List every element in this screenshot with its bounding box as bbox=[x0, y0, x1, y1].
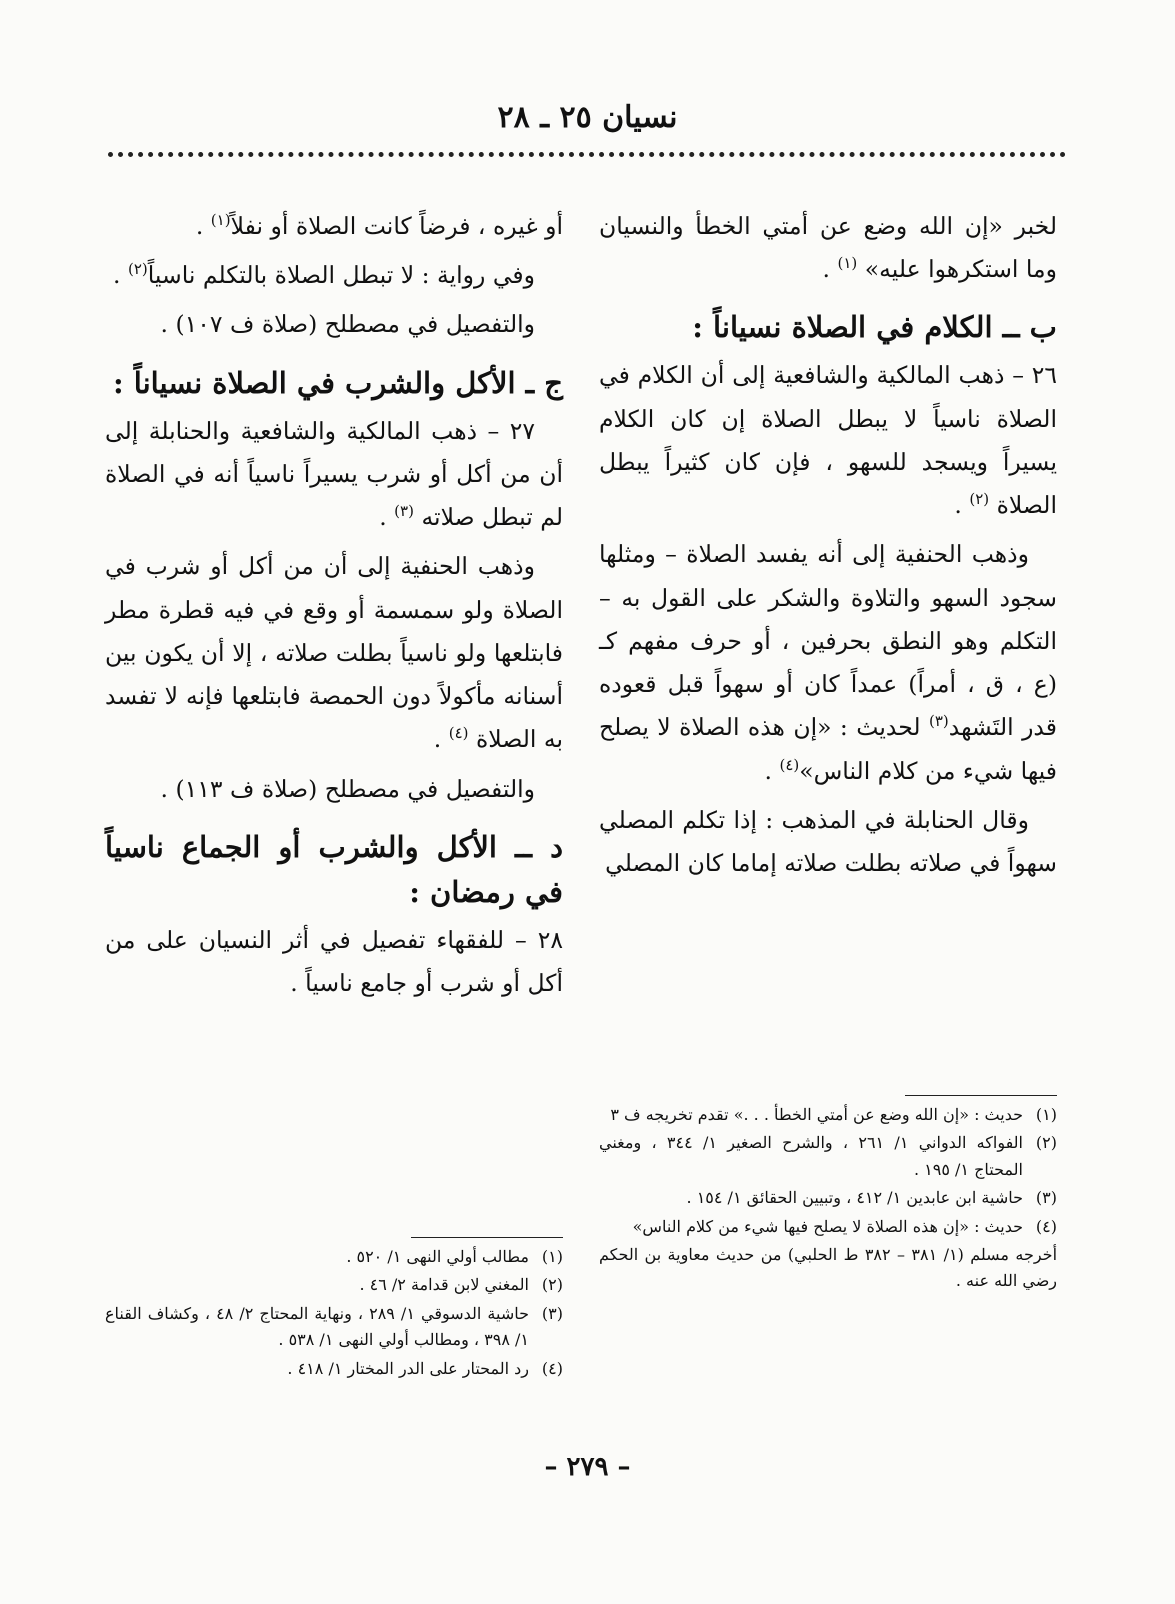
footnote: (٣)حاشية ابن عابدين ١/ ٤١٢ ، وتبيين الحقائق ١/ ١٥٤ . bbox=[686, 1188, 1057, 1208]
footnote-ref: (١) bbox=[210, 211, 231, 230]
paragraph: وفي رواية : لا تبطل الصلاة بالتكلم ناسياً$^{(٢)}$ . bbox=[113, 260, 535, 290]
paragraph: ٢٧ – ذهب المالكية والشافعية والحنابلة إلى أن من أكل أو شرب يسيراً ناسياً أنه في الصلاة لم تبطل صلاته $^{(٣)}$ . bbox=[105, 416, 563, 532]
paragraph: أو غيره ، فرضاً كانت الصلاة أو نفلاً$^{(١)}$ . bbox=[195, 211, 563, 240]
paragraph: ٢٦ – ذهب المالكية والشافعية إلى أن الكلام في الصلاة ناسياً لا يبطل الصلاة إن كان الكلام يسيراً ويسجد للسهو ، فإن كان كثيراً يبطل الصلاة $^{(٢)}$ . bbox=[599, 361, 1057, 520]
footnote-ref: (١) bbox=[837, 254, 858, 273]
footnote: (١)حديث : «إن الله وضع عن أمتي الخطأ . . .» تقدم تخريجه ف ٣ bbox=[610, 1105, 1057, 1124]
footnote: (٢)الفواكه الدواني ١/ ٢٦١ ، والشرح الصغير ١/ ٣٤٤ ، ومغني المحتاج ١/ ١٩٥ . bbox=[599, 1133, 1057, 1179]
footnote-ref: (٤) bbox=[448, 724, 469, 743]
footnote: (٢)المغني لابن قدامة ٢/ ٤٦ . bbox=[359, 1275, 563, 1295]
footnote-rule bbox=[905, 1095, 1057, 1096]
header-dotted-rule bbox=[108, 152, 1066, 157]
paragraph: وذهب الحنفية إلى أنه يفسد الصلاة – ومثلها سجود السهو والتلاوة والشكر على القول به – التكلم وهو النطق بحرفين ، أو حرف مفهم كـ (ع ، ق ، أمراً) عمداً كان أو سهواً قبل قعوده قدر التَشهد$^{(٣)}$ لحديث : «إن هذه الصلاة لا يصلح فيها شيء من كلام الناس»$^{(٤)}$ . bbox=[599, 540, 1057, 785]
footnote-ref: (٢) bbox=[127, 260, 148, 279]
footnote-ref: (٢) bbox=[969, 490, 990, 509]
footnote-rule bbox=[411, 1237, 563, 1238]
footnote: (١)مطالب أولي النهى ١/ ٥٢٠ . bbox=[346, 1247, 563, 1266]
left-column bbox=[105, 205, 563, 1011]
paragraph: وقال الحنابلة في المذهب : إذا تكلم المصلي سهواً في صلاته بطلت صلاته إماما كان المصلي bbox=[599, 805, 1057, 877]
right-column bbox=[599, 205, 1057, 891]
paragraph: ٢٨ – للفقهاء تفصيل في أثر النسيان على من أكل أو شرب أو جامع ناسياً . bbox=[105, 925, 563, 997]
left-footnotes bbox=[105, 1237, 563, 1384]
paragraph: وذهب الحنفية إلى أن من أكل أو شرب في الصلاة ولو سمسمة أو وقع في فيه قطرة مطر فابتلعها ولو ناسياً بطلت صلاته ، إلا أن يكون بين أسنانه مأكولاً دون الحمصة فابتلعها فإنه لا تفسد به الصلاة $^{(٤)}$ . bbox=[105, 552, 563, 754]
section-heading-d: د ــ الأكل والشرب أو الجماع ناسياً في رمضان : bbox=[105, 829, 563, 909]
footnote-ref: (٤) bbox=[779, 755, 800, 774]
paragraph: لخبر «إن الله وضع عن أمتي الخطأ والنسيان وما استكرهوا عليه» $^{(١)}$ . bbox=[599, 212, 1057, 284]
footnote-ref: (٣) bbox=[394, 502, 414, 521]
footnote-continuation: أخرجه مسلم (١/ ٣٨١ – ٣٨٢ ط الحلبي) من حديث معاوية بن الحكم رضي الله عنه . bbox=[599, 1244, 1058, 1291]
right-footnotes bbox=[599, 1095, 1057, 1297]
footnote: (٤)رد المحتار على الدر المختار ١/ ٤١٨ . bbox=[287, 1358, 563, 1378]
paragraph: والتفصيل في مصطلح (صلاة ف ١١٣) . bbox=[160, 774, 535, 803]
running-header: نسيان ٢٥ ـ ٢٨ bbox=[497, 100, 678, 135]
section-heading-c: ج ـ الأكل والشرب في الصلاة نسياناً : bbox=[112, 365, 563, 400]
footnote: (٣)حاشية الدسوقي ١/ ٢٨٩ ، ونهاية المحتاج ٢/ ٤٨ ، وكشاف القناع ١/ ٣٩٨ ، ومطالب أولي النهى ١/ ٥٣٨ . bbox=[105, 1303, 563, 1350]
page-number: – ٢٧٩ – bbox=[544, 1452, 631, 1482]
section-heading-b: ب ــ الكلام في الصلاة نسياناً : bbox=[692, 310, 1057, 345]
footnote: (٤)حديث : «إن هذه الصلاة لا يصلح فيها شيء من كلام الناس» bbox=[632, 1216, 1057, 1236]
footnote-ref: (٣) bbox=[928, 712, 949, 731]
paragraph: والتفصيل في مصطلح (صلاة ف ١٠٧) . bbox=[160, 310, 535, 339]
